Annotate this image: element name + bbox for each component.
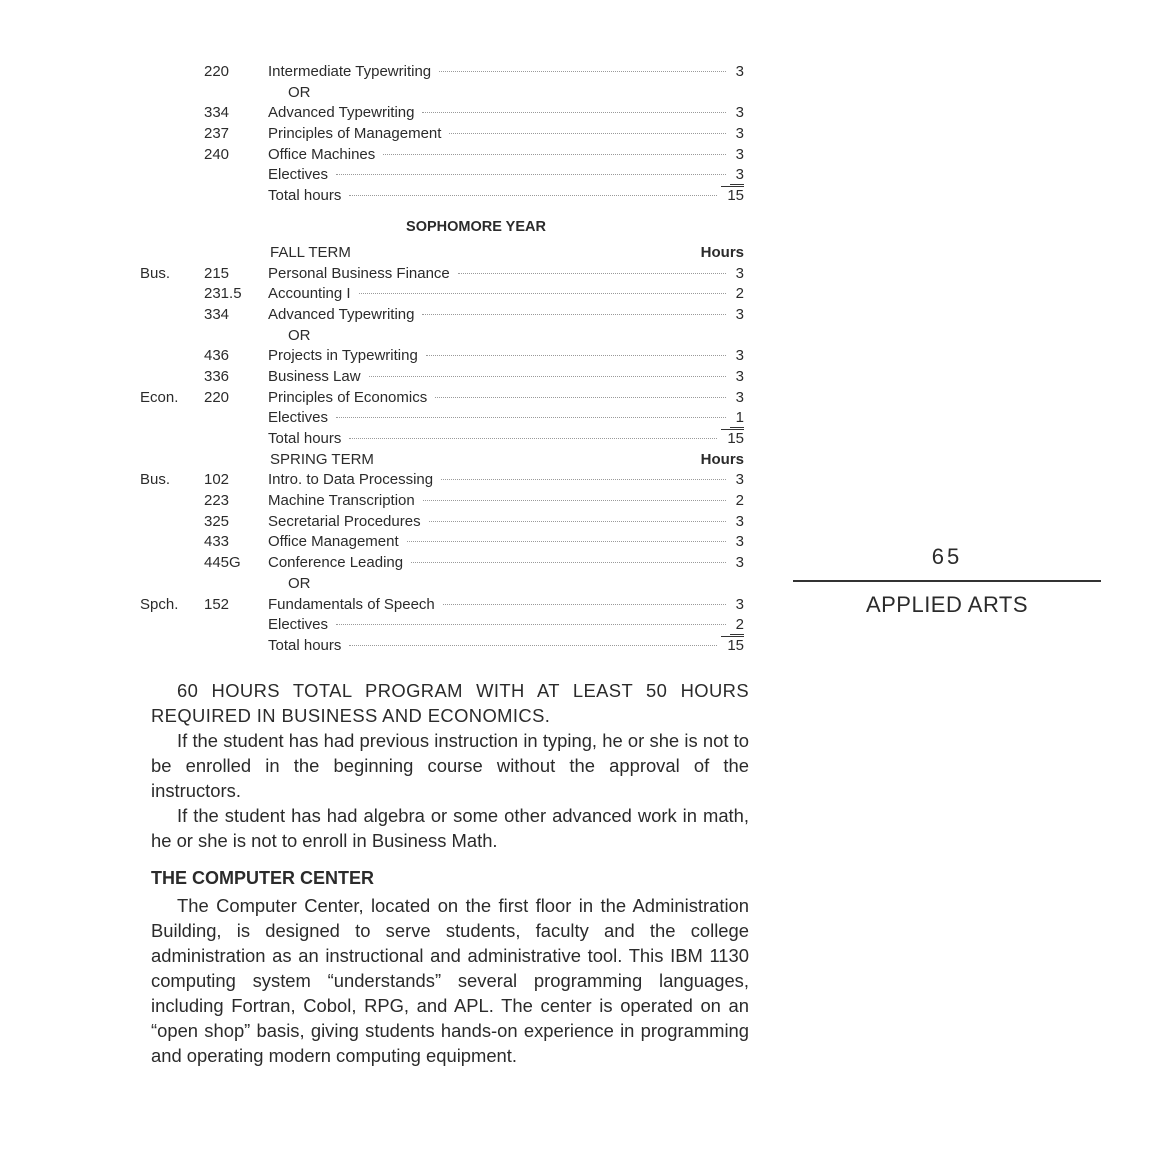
course-title-line <box>268 512 744 533</box>
math-note-paragraph: If the student has had algebra or some other advanced work in math, he or she is not to enroll in Business Math. <box>151 805 749 851</box>
dot-leader <box>369 376 726 377</box>
total-row <box>140 429 752 450</box>
course-title: Business Law <box>268 367 361 385</box>
course-dept: Econ. <box>140 388 179 406</box>
course-title: Intermediate Typewriting <box>268 63 432 80</box>
course-title-line <box>268 264 744 285</box>
course-title: Electives <box>268 616 329 634</box>
hours-column-label: Hours <box>700 243 744 261</box>
course-hours: 3 <box>735 63 744 80</box>
dot-leader <box>449 133 726 134</box>
course-title: Principles of Economics <box>268 388 428 406</box>
computer-center-paragraph: The Computer Center, located on the first floor in the Administration Building, is designed to serve students, faculty and the college administration as an instructional and administrative tool. This IBM 1130 computing system “understands” several programming languages, including Fortran, Cobol, RPG, and APL. The center is operated on an “open shop” basis, giving students hands-on experience in programming and operating modern computing equipment. <box>151 895 749 1066</box>
fall-term-rows <box>140 264 752 450</box>
course-hours: 3 <box>735 388 744 406</box>
course-number: 102 <box>204 471 230 489</box>
course-title-line <box>268 615 744 636</box>
course-title-line <box>268 124 744 145</box>
course-hours: 3 <box>735 512 744 530</box>
dot-leader <box>443 604 726 605</box>
dot-leader <box>359 293 726 294</box>
course-title: Office Management <box>268 533 399 551</box>
section-title: APPLIED ARTS <box>865 592 1029 617</box>
dot-leader <box>423 500 726 501</box>
course-row <box>140 408 752 429</box>
term-label: SPRING TERM <box>270 450 374 468</box>
course-number: 223 <box>204 492 230 510</box>
course-row <box>140 388 752 409</box>
course-row <box>140 512 752 533</box>
course-hours: 1 <box>730 409 744 428</box>
divider <box>793 580 1101 582</box>
course-title-line <box>268 145 744 166</box>
or-label: OR <box>288 326 311 344</box>
term-label: FALL TERM <box>270 243 351 261</box>
course-row <box>140 367 752 388</box>
course-dept: Bus. <box>140 471 171 489</box>
course-title-line <box>268 553 744 574</box>
dot-leader <box>422 314 726 315</box>
course-number: 220 <box>204 388 230 406</box>
course-number: 215 <box>204 264 230 282</box>
course-dept: Bus. <box>140 264 171 282</box>
page-number: 65 <box>931 544 963 569</box>
course-hours: 3 <box>735 471 744 489</box>
course-title: Projects in Typewriting <box>268 347 418 365</box>
course-title: Total hours <box>268 636 342 654</box>
course-hours: 3 <box>735 125 744 143</box>
course-title: Machine Transcription <box>268 492 415 510</box>
course-number: 336 <box>204 367 230 385</box>
dot-leader <box>441 479 726 480</box>
course-number: 152 <box>204 595 230 613</box>
total-row <box>140 186 752 207</box>
course-hours: 3 <box>735 367 744 385</box>
course-row <box>140 615 752 636</box>
course-title: Advanced Typewriting <box>268 305 415 323</box>
fall-term-header <box>140 243 752 264</box>
course-title: Intro. to Data Processing <box>268 471 434 489</box>
dot-leader <box>383 154 726 155</box>
course-hours: 2 <box>735 285 744 303</box>
course-row <box>140 532 752 553</box>
course-title: Secretarial Procedures <box>268 512 421 530</box>
course-number: 334 <box>204 305 230 323</box>
course-number: 237 <box>204 125 230 143</box>
course-hours: 3 <box>735 264 744 282</box>
course-title-line <box>268 388 744 409</box>
course-hours: 15 <box>721 186 744 204</box>
course-title-line <box>268 346 744 367</box>
course-row <box>140 62 752 83</box>
course-hours: 15 <box>721 636 744 654</box>
course-hours: 3 <box>730 166 744 185</box>
freshman-spring-rows <box>140 62 752 207</box>
dot-leader <box>349 645 717 646</box>
course-number: 334 <box>204 104 230 122</box>
dot-leader <box>349 195 717 196</box>
course-row <box>140 165 752 186</box>
course-hours: 3 <box>735 104 744 122</box>
course-title: Total hours <box>268 187 342 205</box>
course-hours: 3 <box>735 595 744 613</box>
course-hours: 3 <box>735 533 744 551</box>
course-row <box>140 305 752 326</box>
course-number: 231.5 <box>204 285 242 303</box>
course-title-line <box>268 491 744 512</box>
course-row <box>140 124 752 145</box>
course-title-line <box>268 367 744 388</box>
course-title: Personal Business Finance <box>268 264 450 282</box>
course-number: 240 <box>204 145 230 163</box>
typing-note-paragraph: If the student has had previous instruction in typing, he or she is not to be enrolled in the beginning course without the approval of the instructors. <box>151 730 749 801</box>
course-hours: 3 <box>735 305 744 323</box>
course-title-line <box>268 636 744 657</box>
course-title: Fundamentals of Speech <box>268 595 435 613</box>
dot-leader <box>407 541 726 542</box>
course-hours: 2 <box>730 616 744 635</box>
or-separator <box>140 574 752 595</box>
hours-column-label: Hours <box>700 450 744 468</box>
course-hours: 15 <box>721 429 744 447</box>
course-row <box>140 284 752 305</box>
course-hours: 3 <box>735 554 744 572</box>
course-dept: Spch. <box>140 595 179 613</box>
course-title-line <box>268 470 744 491</box>
course-title-line <box>268 408 744 429</box>
dot-leader <box>458 273 726 274</box>
dot-leader <box>411 562 726 563</box>
course-title-line <box>268 62 744 83</box>
course-row <box>140 264 752 285</box>
course-title-line <box>268 429 744 450</box>
section-heading: THE COMPUTER CENTER <box>151 868 375 888</box>
course-title-line <box>268 103 744 124</box>
course-title: Electives <box>268 409 329 427</box>
course-row <box>140 103 752 124</box>
or-separator <box>140 326 752 347</box>
course-row <box>140 491 752 512</box>
course-number: 445G <box>204 554 241 572</box>
dot-leader <box>439 71 726 72</box>
total-row <box>140 636 752 657</box>
spring-term-rows <box>140 470 752 656</box>
course-row <box>140 145 752 166</box>
course-title-line <box>268 284 744 305</box>
course-listing <box>140 62 752 657</box>
course-number: 433 <box>204 533 230 551</box>
page-sidebar <box>793 540 1101 618</box>
course-number: 325 <box>204 512 230 530</box>
dot-leader <box>336 417 726 418</box>
body-text <box>151 678 749 1068</box>
course-hours: 3 <box>735 145 744 163</box>
course-row <box>140 553 752 574</box>
dot-leader <box>426 355 726 356</box>
course-hours: 3 <box>735 347 744 365</box>
dot-leader <box>435 397 726 398</box>
course-title: Accounting I <box>268 285 351 303</box>
course-row <box>140 470 752 491</box>
course-title-line <box>268 595 744 616</box>
course-row <box>140 346 752 367</box>
dot-leader <box>336 624 726 625</box>
course-number: 436 <box>204 347 230 365</box>
course-title: Conference Leading <box>268 554 404 572</box>
program-total-paragraph: 60 HOURS TOTAL PROGRAM WITH AT LEAST 50 HOURS REQUIRED IN BUSINESS AND ECONOMICS. <box>151 680 749 726</box>
course-row <box>140 595 752 616</box>
course-hours: 2 <box>735 492 744 510</box>
dot-leader <box>422 112 726 113</box>
or-label: OR <box>288 574 311 592</box>
or-separator <box>140 83 752 104</box>
course-title: Principles of Management <box>268 125 442 143</box>
course-title-line <box>268 305 744 326</box>
dot-leader <box>429 521 726 522</box>
course-title-line <box>268 186 744 207</box>
or-label: OR <box>288 83 311 101</box>
course-title: Electives <box>268 166 329 184</box>
course-number: 220 <box>204 63 230 80</box>
course-title: Total hours <box>268 430 342 447</box>
course-title-line <box>268 532 744 553</box>
dot-leader <box>349 438 717 439</box>
course-title-line <box>268 165 744 186</box>
spring-term-header <box>140 450 752 471</box>
course-title: Office Machines <box>268 145 376 163</box>
dot-leader <box>336 174 726 175</box>
course-title: Advanced Typewriting <box>268 104 415 122</box>
year-heading: SOPHOMORE YEAR <box>406 218 546 235</box>
